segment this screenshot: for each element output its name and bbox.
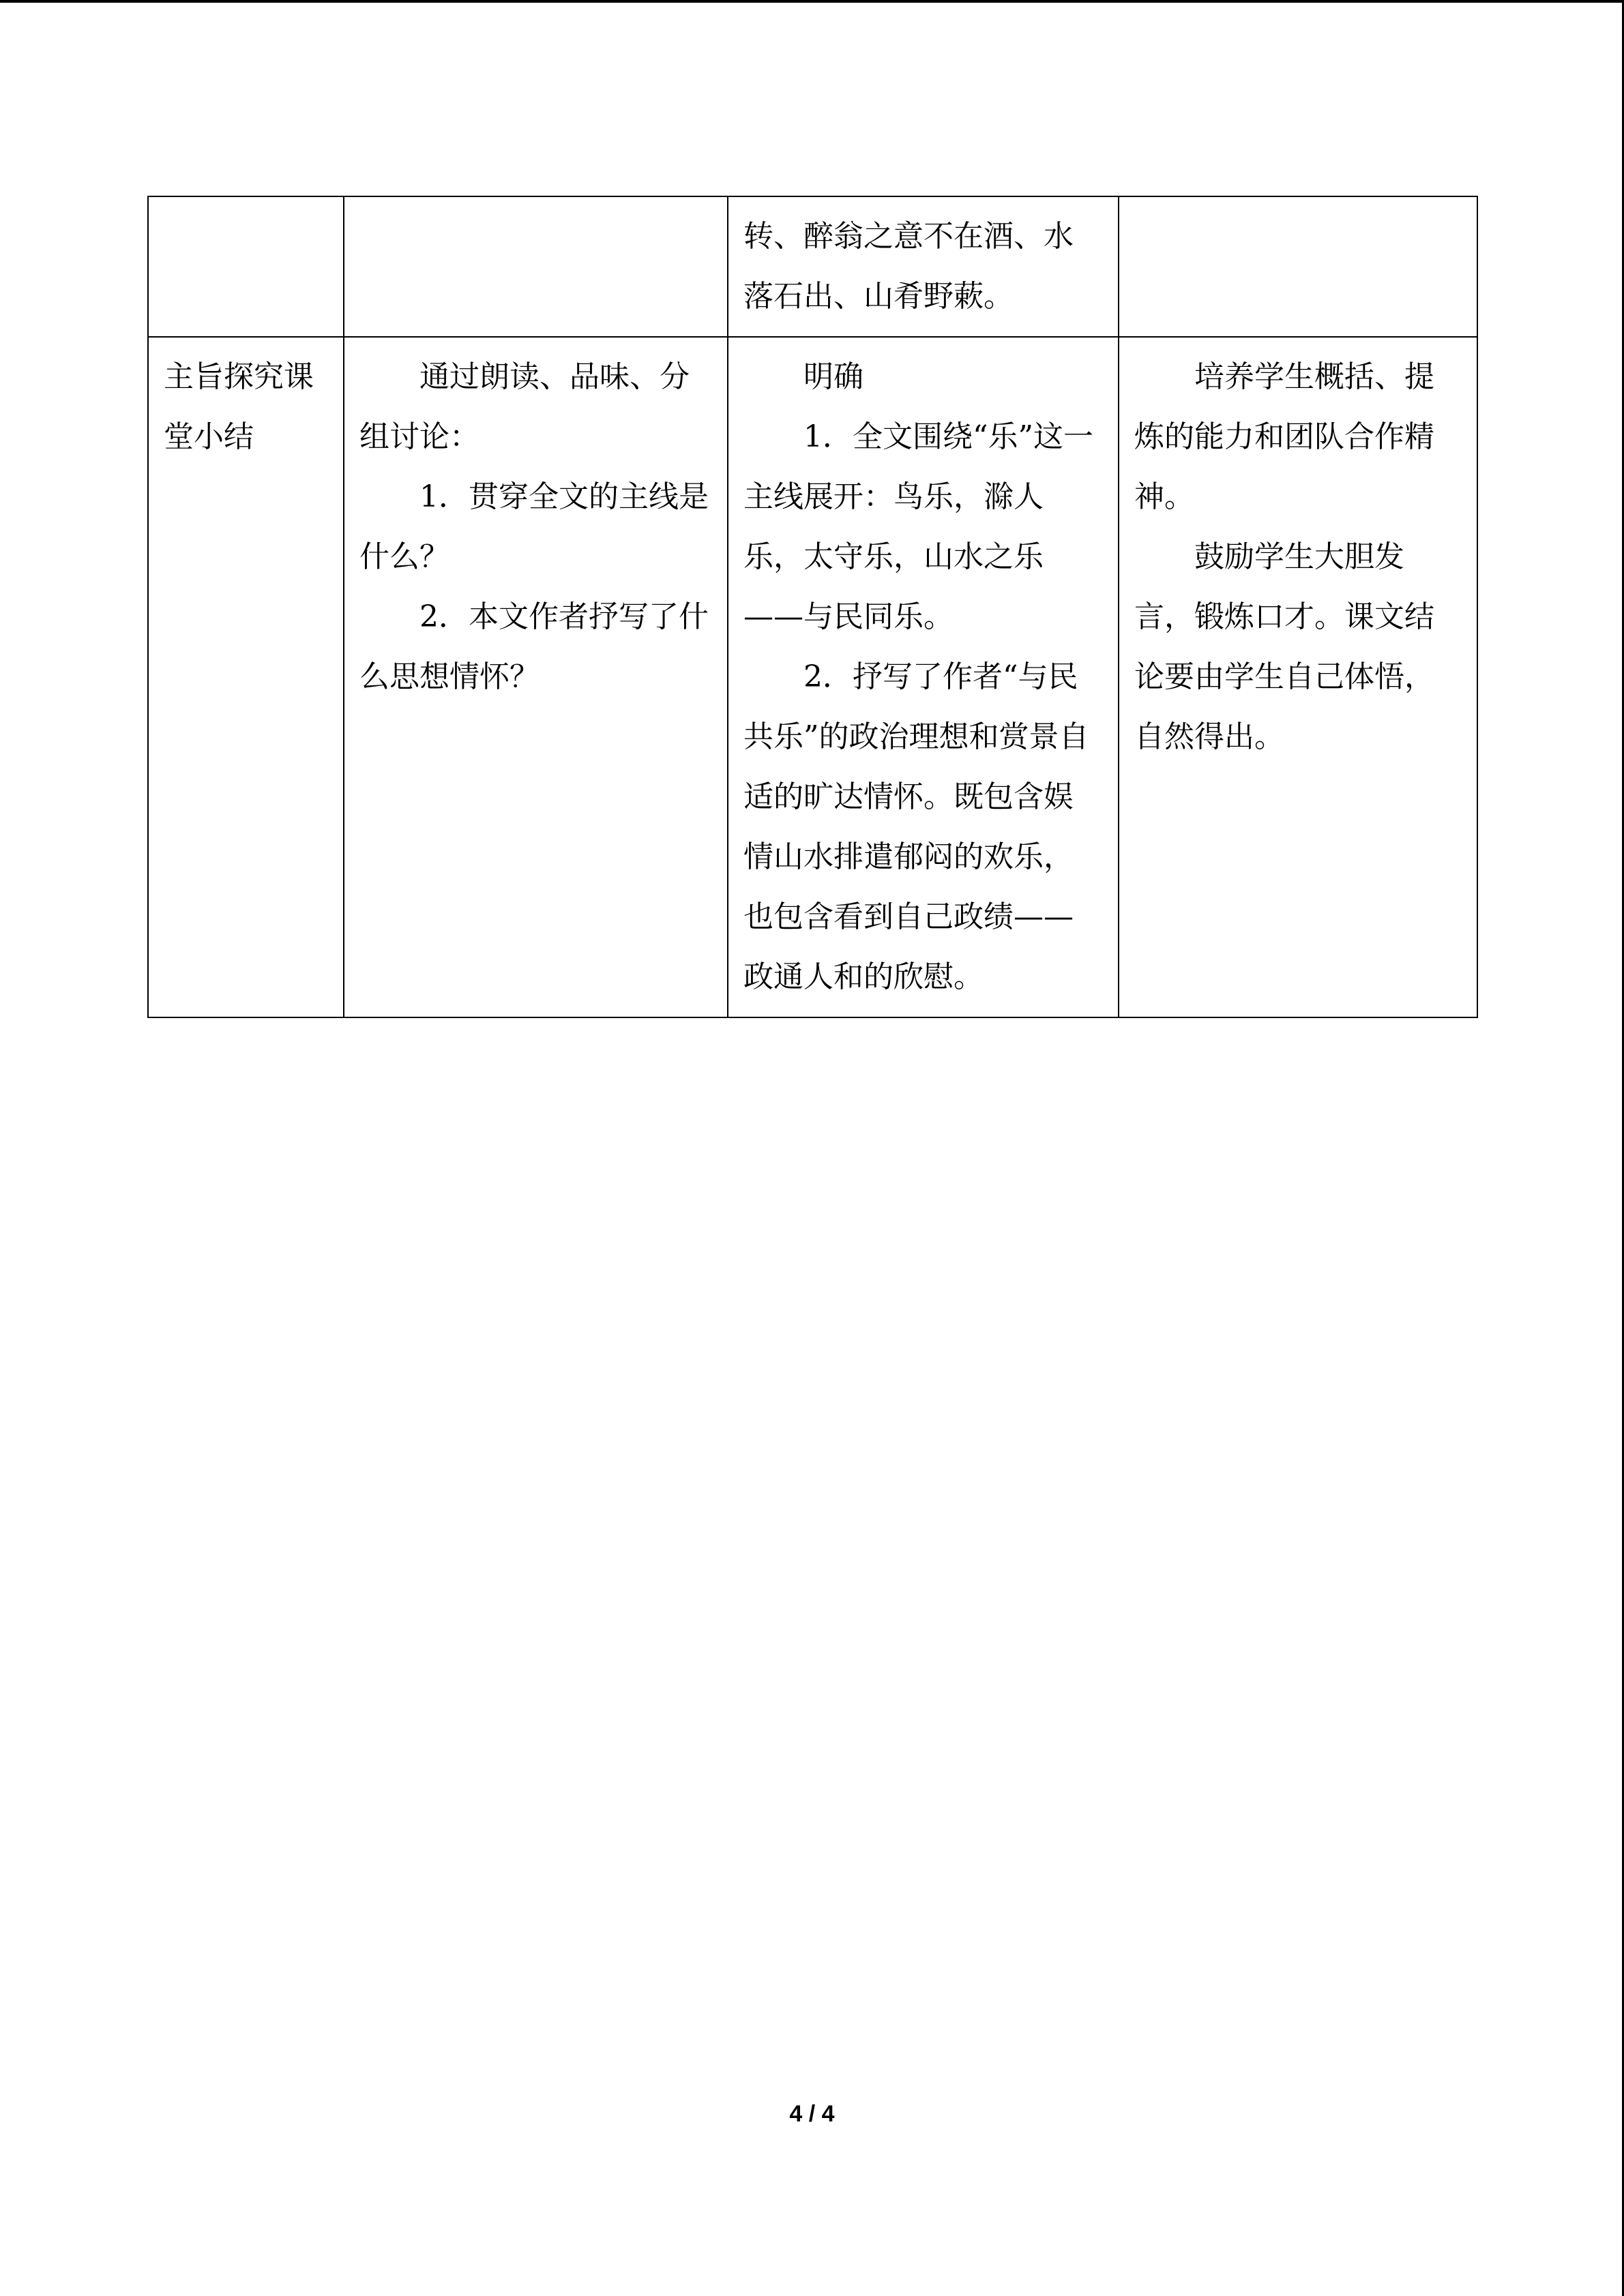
answer-2: 2．抒写了作者“与民共乐”的政治理想和赏景自适的旷达情怀。既包含娱情山水排遣郁闷的欢乐，也包含看到自己政绩——政通人和的欣慰。 — [743, 659, 1089, 994]
teacher-activity-cell — [344, 196, 728, 337]
question-2: 2．本文作者抒写了什么思想情怀？ — [359, 599, 709, 694]
stage-cell — [148, 337, 344, 1017]
purpose-1: 培养学生概括、提炼的能力和团队合作精神。 — [1134, 359, 1434, 514]
table-row-theme-summary — [148, 337, 1477, 1017]
table-row-continued — [148, 196, 1477, 337]
content-cell — [728, 337, 1119, 1017]
question-1: 1．贯穿全文的主线是什么？ — [359, 479, 709, 574]
purpose-cell — [1119, 337, 1477, 1017]
purpose-cell — [1119, 196, 1477, 337]
content-continued-text: 转、醉翁之意不在酒、水落石出、山肴野蔌。 — [743, 219, 1074, 314]
stage-cell — [148, 196, 344, 337]
page-number: 4 / 4 — [789, 2101, 835, 2127]
lesson-plan-table — [147, 196, 1478, 1018]
answer-1: 1．全文围绕“乐”这一主线展开：鸟乐，滁人乐，太守乐，山水之乐——与民同乐。 — [743, 419, 1093, 634]
activity-intro: 通过朗读、品味、分组讨论： — [359, 359, 690, 454]
teacher-activity-cell — [344, 337, 728, 1017]
content-heading: 明确 — [803, 359, 863, 394]
purpose-2: 鼓励学生大胆发言，锻炼口才。课文结论要由学生自己体悟，自然得出。 — [1134, 539, 1434, 754]
content-cell — [728, 196, 1119, 337]
page-top-border — [0, 0, 1624, 3]
stage-label: 主旨探究课堂小结 — [164, 359, 314, 454]
